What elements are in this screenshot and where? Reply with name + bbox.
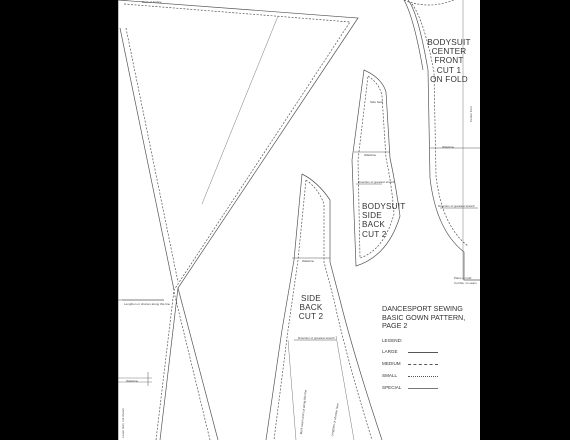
- title-line: CENTER: [431, 47, 467, 57]
- legend-item-special: [382, 385, 401, 390]
- title-line: BACK: [299, 303, 323, 313]
- legend-title-line: PAGE 2: [382, 321, 408, 331]
- legend-items: [382, 343, 478, 399]
- legend-item-medium: [382, 361, 401, 366]
- legend-swatch-dashed: [408, 364, 438, 365]
- bodysuit-sb-notch-label: Side back: [370, 100, 384, 104]
- skirt-gore-right: [178, 288, 218, 440]
- side-back-grain-label: Direction of greatest stretch: [298, 336, 335, 340]
- title-line: CUT 2: [362, 229, 387, 239]
- side-back-inner-right: [336, 336, 354, 440]
- skirt-panel-seam: [124, 4, 350, 440]
- skirt-top-note: Back of bodice: [142, 0, 162, 4]
- bodysuit-sb-waistline-label: Waistline: [364, 153, 377, 157]
- side-back-waistline-label: Waistline: [302, 259, 315, 263]
- title-line: CUT 1: [436, 65, 462, 75]
- bodysuit-side-back-title: [362, 202, 405, 239]
- side-back-title: [296, 294, 326, 322]
- bodysuit-cf-waistline-label: Waistline: [442, 145, 455, 149]
- title-line: CUT 2: [298, 312, 324, 322]
- legend-item-label: MEDIUM: [382, 360, 401, 366]
- bodysuit-cf-extra-label: Cut flat, no seam: [454, 281, 477, 285]
- title-line: SIDE: [362, 211, 382, 221]
- title-line: BODYSUIT: [362, 202, 406, 211]
- title-line: SIDE: [301, 294, 321, 303]
- legend-title-line: DANCESPORT SEWING: [382, 304, 463, 313]
- bodysuit-cf-fold-label: Place on fold: [454, 276, 472, 280]
- title-line: ON FOLD: [430, 74, 468, 84]
- skirt-grain-label: Lower skirt, not shown: [121, 408, 125, 438]
- skirt-diagonal-seam: [126, 28, 178, 282]
- title-line: FRONT: [434, 56, 464, 66]
- side-back-cut-note-left: Mark seam and cut along this line: [299, 389, 308, 435]
- legend-swatch-solid: [408, 352, 438, 353]
- skirt-cut-note: Lengthen or shorten along this line: [124, 302, 171, 306]
- side-back-cut-note-right: Lengthen or shorten here: [330, 402, 340, 437]
- legend-swatch-thin: [408, 388, 438, 389]
- bodysuit-sb-grain-label: Direction of greatest stretch: [358, 180, 395, 184]
- bodysuit-cf-neck: [404, 0, 454, 5]
- title-line: BACK: [362, 220, 386, 230]
- skirt-waistline-label: Waistline: [126, 379, 139, 383]
- legend-title-line: BASIC GOWN PATTERN,: [382, 312, 466, 322]
- legend-title: [382, 305, 478, 331]
- legend-item-label: LARGE: [382, 348, 398, 354]
- bodysuit-cf-side-note: Center front: [469, 106, 473, 122]
- legend-swatch-dash-dot: [408, 376, 438, 377]
- legend-heading: LEGEND:: [382, 337, 403, 343]
- legend-item-large: [382, 349, 398, 354]
- skirt-gore-right-seam: [174, 292, 210, 440]
- pattern-sheet: [118, 0, 480, 440]
- legend-item-label: SPECIAL: [382, 384, 402, 390]
- bodysuit-center-front-title: [421, 38, 477, 84]
- title-line: BODYSUIT: [427, 38, 471, 47]
- legend: [382, 305, 478, 399]
- skirt-panel-outline: [118, 0, 358, 440]
- legend-item-small: [382, 373, 397, 378]
- skirt-top-line: [202, 16, 278, 204]
- side-back-inner-left: [288, 340, 296, 440]
- skirt-diagonal: [120, 28, 174, 290]
- bodysuit-cf-grain-label: Direction of greatest stretch: [438, 204, 475, 208]
- legend-item-label: SMALL: [382, 372, 398, 378]
